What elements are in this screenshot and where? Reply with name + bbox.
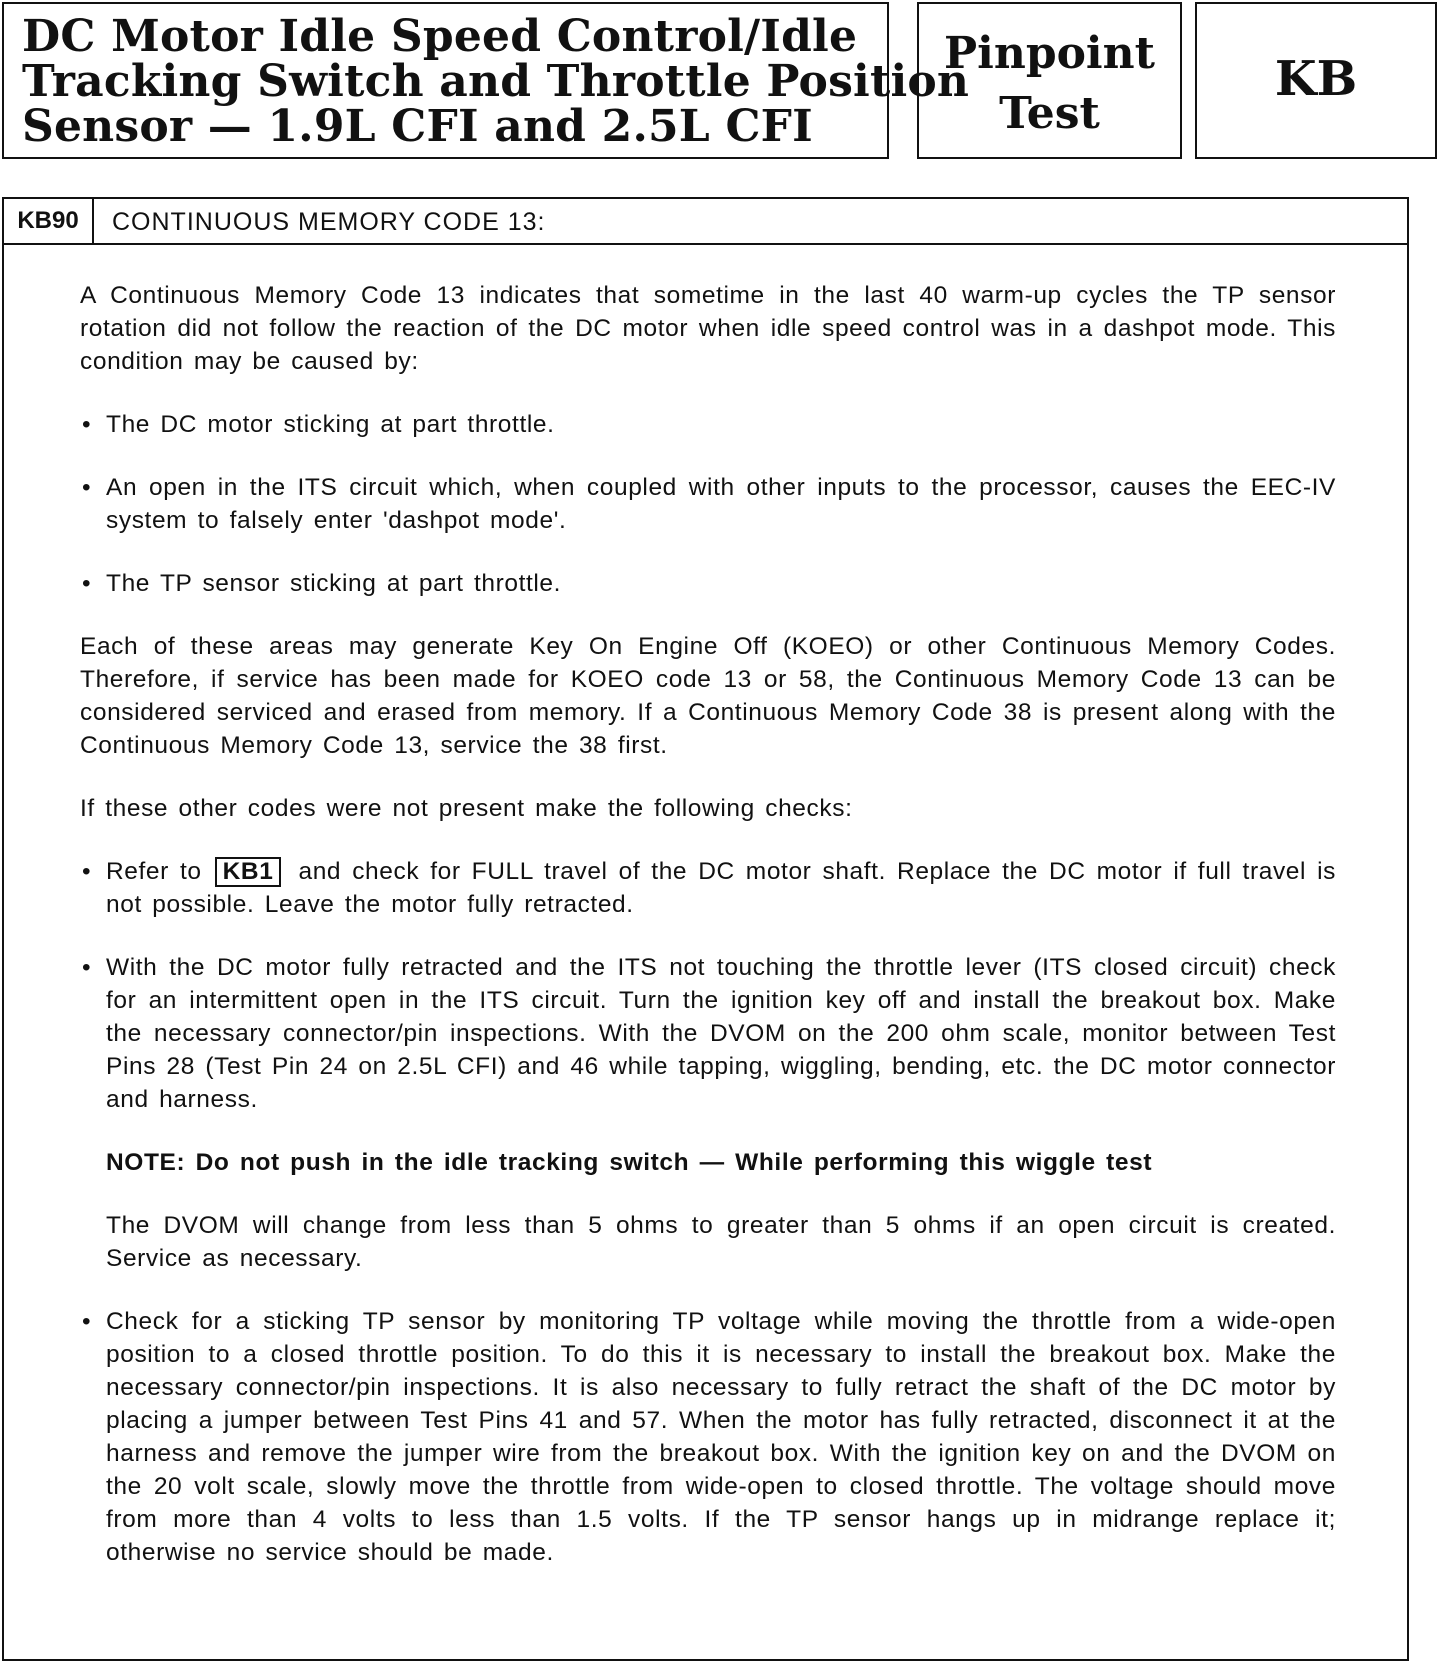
- document-title: [22, 11, 970, 152]
- title-line: Sensor — 1.9L CFI and 2.5L CFI: [22, 101, 813, 152]
- test-type-box: [917, 2, 1182, 159]
- test-type-label: Pinpoint Test: [944, 28, 1155, 139]
- bullet-icon: •: [82, 858, 92, 885]
- test-code-box: [1195, 2, 1437, 159]
- step-body: [80, 279, 1336, 1599]
- list-item: • Refer to KB1 and check for FULL travel of the DC motor shaft. Replace the DC motor if full travel is not possible. Leave the motor fully retracted.: [80, 855, 1336, 921]
- bullet-icon: •: [82, 570, 92, 597]
- step-id: KB90: [4, 199, 94, 243]
- list-item: • An open in the ITS circuit which, when coupled with other inputs to the processor, causes the EEC-IV system to falsely enter 'dashpot mode'.: [80, 471, 1336, 537]
- step-panel: [2, 197, 1409, 1661]
- bullet-icon: •: [82, 1308, 92, 1335]
- codes-paragraph: Each of these areas may generate Key On Engine Off (KOEO) or other Continuous Memory Codes. Therefore, if service has been made for KOEO code 13 or 58, the Continuous Memory Code 13 can be considered serviced and erased from memory. If a Continuous Memory Code 38 is present along with the Continuous Memory Code 13, service the 38 first.: [80, 633, 1336, 759]
- title-line: DC Motor Idle Speed Control/Idle: [22, 11, 858, 62]
- note: NOTE: Do not push in the idle tracking switch — While performing this wiggle test: [106, 1149, 1153, 1176]
- step-header: [4, 199, 1407, 245]
- causes-list: [80, 408, 1336, 600]
- step-reference-kb1[interactable]: KB1: [215, 857, 282, 887]
- checks-intro: If these other codes were not present make the following checks:: [80, 795, 853, 822]
- list-item: • With the DC motor fully retracted and the ITS not touching the throttle lever (ITS closed circuit) check for an intermittent open in the ITS circuit. Turn the ignition key off and install the breakout box. Make the necessary connector/pin inspections. With the DVOM on the 200 ohm scale, monitor between Test Pins 28 (Test Pin 24 on 2.5L CFI) and 46 while tapping, wiggling, bending, etc. the DC motor connector and harness. NOTE: Do not push in the idle tracking switch — While performing this wiggle test The DVOM will change from less than 5 ohms to greater than 5 ohms if an open circuit is created. Service as necessary.: [80, 951, 1336, 1275]
- title-line: Tracking Switch and Throttle Position: [22, 56, 970, 107]
- step-title: CONTINUOUS MEMORY CODE 13:: [112, 208, 546, 236]
- result-text: The DVOM will change from less than 5 ohms to greater than 5 ohms if an open circuit is created. Service as necessary.: [106, 1212, 1336, 1272]
- bullet-icon: •: [82, 411, 92, 438]
- list-item: • The TP sensor sticking at part throttle.: [80, 567, 1336, 600]
- bullet-icon: •: [82, 474, 92, 501]
- test-code: KB: [1274, 51, 1358, 107]
- list-item: • The DC motor sticking at part throttle.: [80, 408, 1336, 441]
- bullet-icon: •: [82, 954, 92, 981]
- list-item: • Check for a sticking TP sensor by monitoring TP voltage while moving the throttle from a wide-open position to a closed throttle position. To do this it is necessary to install the breakout box. Make the necessary connector/pin inspections. It is also necessary to fully retract the shaft of the DC motor by placing a jumper between Test Pins 41 and 57. When the motor has fully retracted, disconnect it at the harness and remove the jumper wire from the breakout box. With the ignition key on and the DVOM on the 20 volt scale, slowly move the throttle from wide-open to closed throttle. The voltage should move from more than 4 volts to less than 1.5 volts. If the TP sensor hangs up in midrange replace it; otherwise no service should be made.: [80, 1305, 1336, 1569]
- title-box: [2, 2, 970, 159]
- intro-paragraph: A Continuous Memory Code 13 indicates that sometime in the last 40 warm-up cycles the TP sensor rotation did not follow the reaction of the DC motor when idle speed control was in a dashpot mode. This condition may be caused by:: [80, 282, 1336, 375]
- checks-list: [80, 855, 1336, 1569]
